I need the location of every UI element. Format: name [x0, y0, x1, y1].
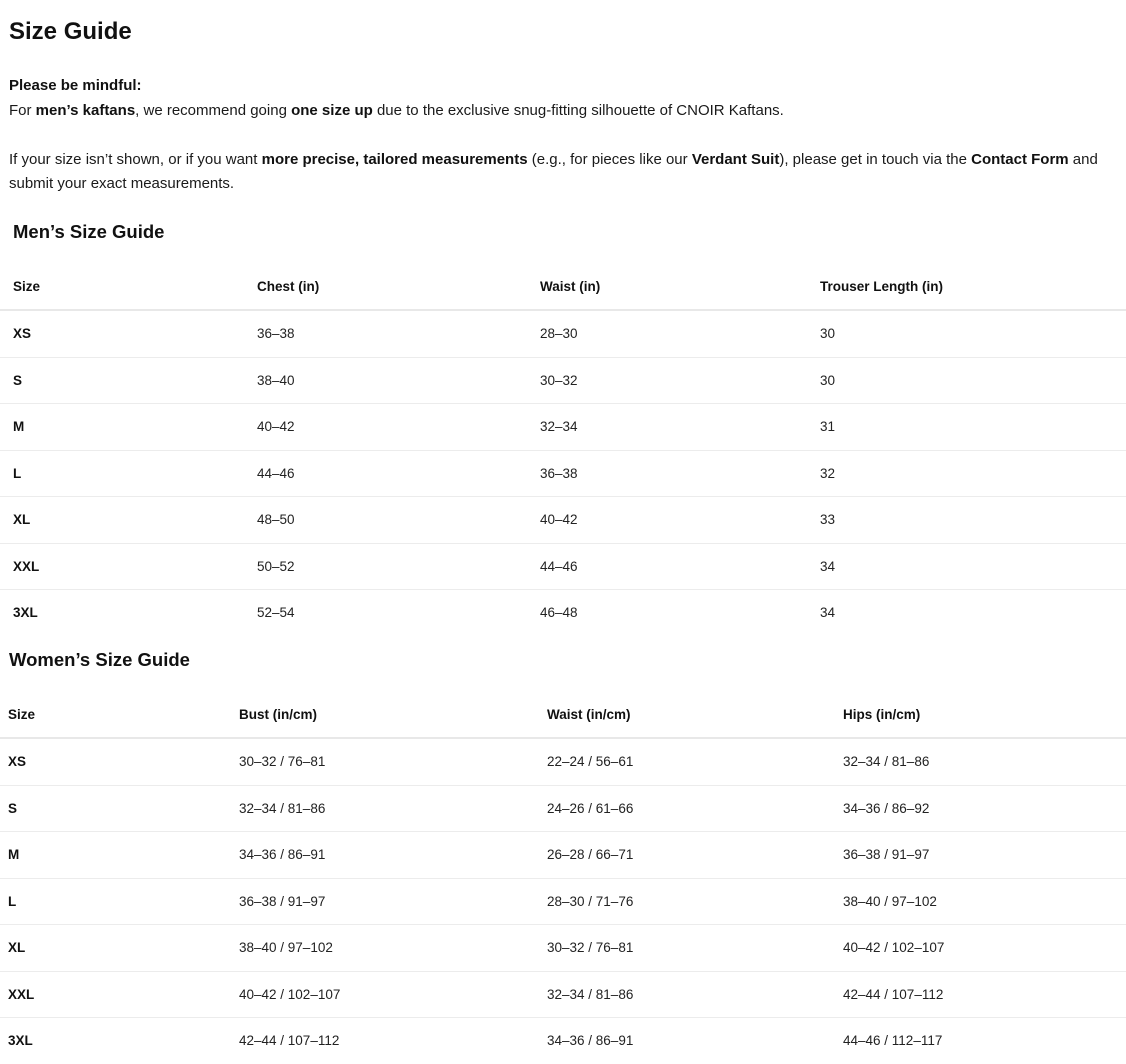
column-header-size: Size: [0, 263, 257, 310]
size-cell: XS: [0, 310, 257, 357]
table-row: [0, 1018, 1126, 1064]
mens-kaftans-emphasis: men’s kaftans: [35, 101, 136, 119]
bust-cell: 30–32 / 76–81: [239, 738, 547, 785]
custom-measurements-note: If your size isn’t shown, or if you want more precise, tailored measurements (e.g., for pieces like our Verdant Suit), please get in touch via the Contact Form and submit your exact measurements.: [9, 150, 1098, 192]
mens-size-table: [0, 263, 1126, 636]
table-header-row: [0, 691, 1126, 738]
table-row: [0, 543, 1126, 590]
tailored-measurements-emphasis: more precise, tailored measurements: [261, 150, 528, 168]
table-row: [0, 404, 1126, 451]
bust-cell: 38–40 / 97–102: [239, 925, 547, 972]
table-header-row: [0, 263, 1126, 310]
chest-cell: 50–52: [257, 543, 540, 590]
chest-cell: 40–42: [257, 404, 540, 451]
trouser-length-cell: 34: [820, 543, 1126, 590]
table-row: [0, 878, 1126, 925]
intro-text: [9, 74, 1126, 197]
womens-size-table: [0, 691, 1126, 1064]
table-row: [0, 738, 1126, 785]
trouser-length-cell: 30: [820, 310, 1126, 357]
column-header-bust: Bust (in/cm): [239, 691, 547, 738]
size-cell: XL: [0, 925, 239, 972]
hips-cell: 44–46 / 112–117: [843, 1033, 943, 1049]
waist-cell: 40–42: [540, 497, 820, 544]
bust-cell: 42–44 / 107–112: [239, 1033, 340, 1049]
chest-cell: 48–50: [257, 497, 540, 544]
waist-cell: 44–46: [540, 543, 820, 590]
column-header-waist: Waist (in/cm): [547, 691, 843, 738]
column-header-size: Size: [0, 691, 239, 738]
size-cell: L: [0, 450, 257, 497]
table-row: [0, 497, 1126, 544]
trouser-length-cell: 30: [820, 357, 1126, 404]
table-row: [0, 925, 1126, 972]
hips-cell: 36–38 / 91–97: [843, 832, 1126, 879]
column-header-hips: Hips (in/cm): [843, 691, 1126, 738]
hips-cell: 42–44 / 107–112: [843, 971, 1126, 1018]
column-header-chest: Chest (in): [257, 263, 540, 310]
table-row: [0, 450, 1126, 497]
trouser-length-cell: 33: [820, 497, 1126, 544]
column-header-waist: Waist (in): [540, 263, 820, 310]
column-header-trouser-length: Trouser Length (in): [820, 263, 1126, 310]
chest-cell: 52–54: [257, 605, 295, 621]
chest-cell: 38–40: [257, 357, 540, 404]
size-cell: XL: [0, 497, 257, 544]
table-row: [0, 971, 1126, 1018]
waist-cell: 32–34: [540, 404, 820, 451]
waist-cell: 26–28 / 66–71: [547, 832, 843, 879]
contact-form-emphasis: Contact Form: [971, 150, 1069, 168]
kaftan-note: For men’s kaftans, we recommend going one size up due to the exclusive snug-fitting silhouette of CNOIR Kaftans.: [9, 101, 784, 119]
waist-cell: 24–26 / 61–66: [547, 785, 843, 832]
size-cell: M: [0, 404, 257, 451]
table-row: [0, 590, 1126, 636]
bust-cell: 32–34 / 81–86: [239, 785, 547, 832]
bust-cell: 40–42 / 102–107: [239, 971, 547, 1018]
chest-cell: 44–46: [257, 450, 540, 497]
size-cell: XXL: [0, 971, 239, 1018]
waist-cell: 32–34 / 81–86: [547, 971, 843, 1018]
mindful-heading: Please be mindful:: [9, 77, 142, 94]
table-row: [0, 785, 1126, 832]
table-row: [0, 357, 1126, 404]
trouser-length-cell: 34: [820, 605, 836, 621]
hips-cell: 32–34 / 81–86: [843, 738, 1126, 785]
trouser-length-cell: 31: [820, 404, 1126, 451]
size-cell: XXL: [0, 543, 257, 590]
hips-cell: 34–36 / 86–92: [843, 785, 1126, 832]
bust-cell: 34–36 / 86–91: [239, 832, 547, 879]
waist-cell: 46–48: [540, 605, 578, 621]
chest-cell: 36–38: [257, 310, 540, 357]
hips-cell: 40–42 / 102–107: [843, 925, 1126, 972]
waist-cell: 22–24 / 56–61: [547, 738, 843, 785]
size-cell: S: [0, 785, 239, 832]
waist-cell: 36–38: [540, 450, 820, 497]
size-cell: 3XL: [13, 605, 38, 621]
waist-cell: 34–36 / 86–91: [547, 1033, 634, 1049]
size-cell: L: [0, 878, 239, 925]
waist-cell: 28–30: [540, 310, 820, 357]
mens-size-guide-title: Men’s Size Guide: [13, 221, 165, 242]
waist-cell: 30–32 / 76–81: [547, 925, 843, 972]
table-row: [0, 832, 1126, 879]
size-cell: XS: [0, 738, 239, 785]
waist-cell: 28–30 / 71–76: [547, 878, 843, 925]
bust-cell: 36–38 / 91–97: [239, 878, 547, 925]
size-cell: M: [0, 832, 239, 879]
womens-size-guide-title: Women’s Size Guide: [9, 649, 190, 670]
size-cell: 3XL: [8, 1033, 33, 1049]
waist-cell: 30–32: [540, 357, 820, 404]
page-title: Size Guide: [9, 18, 132, 45]
verdant-suit-emphasis: Verdant Suit: [691, 150, 780, 168]
hips-cell: 38–40 / 97–102: [843, 878, 1126, 925]
trouser-length-cell: 32: [820, 450, 1126, 497]
table-row: [0, 310, 1126, 357]
size-cell: S: [0, 357, 257, 404]
one-size-up-emphasis: one size up: [291, 101, 373, 119]
